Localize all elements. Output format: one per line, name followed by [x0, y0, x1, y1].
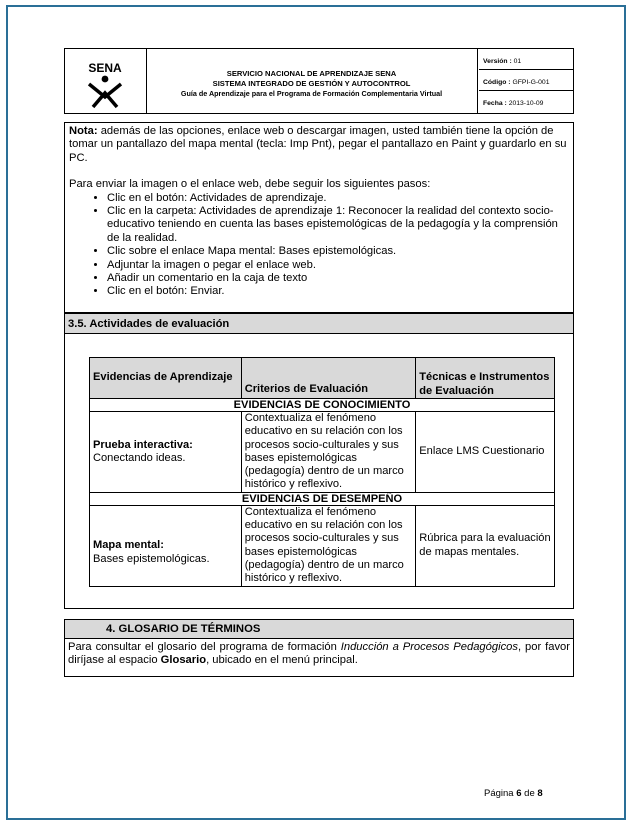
- evidence-desc: Conectando ideas.: [93, 451, 186, 464]
- step-item: • Clic en el botón: Enviar.: [107, 285, 569, 298]
- header-title: [146, 49, 478, 113]
- program-name: Inducción a Procesos Pedagógicos: [340, 641, 518, 653]
- header-meta: [479, 49, 574, 113]
- svg-text:SENA: SENA: [88, 61, 122, 75]
- glossary-space-name: Glosario: [160, 654, 207, 667]
- section-heading-evaluation: 3.5. Actividades de evaluación: [64, 313, 574, 334]
- evidence-title: Mapa mental:: [93, 539, 164, 552]
- criteria-cell: Contextualiza el fenómeno educativo en su relación con los procesos socio-culturales y sus bases epistemológicas (pedagogía) dentro de un marco histórico y reflexivo.: [241, 412, 416, 493]
- code-value: GFPI-G-001: [512, 79, 550, 86]
- note-text: además de las opciones, enlace web o descargar imagen, usted también tiene la opción de tomar un pantallazo del mapa mental (tecla: Imp Pnt), pegar el pantallazo en Paint y guardarlo en su PC.: [69, 125, 567, 164]
- page-number: Página 6 de 8: [484, 788, 543, 799]
- header-evidences: Evidencias de Aprendizaje: [90, 358, 242, 399]
- header-criteria: Criterios de Evaluación: [241, 358, 416, 399]
- step-item: • Clic en el botón: Actividades de aprendizaje.: [107, 192, 569, 205]
- criteria-cell: Contextualiza el fenómeno educativo en su relación con los procesos socio-culturales y sus bases epistemológicas (pedagogía) dentro de un marco histórico y reflexivo.: [241, 505, 416, 586]
- evidence-cell: [90, 505, 242, 586]
- header-line1: SERVICIO NACIONAL DE APRENDIZAJE SENA: [226, 69, 397, 78]
- band-performance: EVIDENCIAS DE DESEMPEÑO: [90, 492, 555, 505]
- document-header: [64, 48, 574, 114]
- technique-cell: Rúbrica para la evaluación de mapas mentales.: [416, 505, 555, 586]
- table-row: [90, 505, 555, 586]
- glossary-heading: 4. GLOSARIO DE TÉRMINOS: [64, 619, 574, 639]
- header-techniques: Técnicas e Instrumentos de Evaluación: [416, 358, 555, 399]
- step-item: • Clic sobre el enlace Mapa mental: Bases epistemológicas.: [107, 245, 569, 258]
- step-item: • Clic en la carpeta: Actividades de aprendizaje 1: Reconocer la realidad del contexto socio-educativo teniendo en cuenta las bases epistemológicas de la pedagogía y la comprensión de la realidad.: [107, 205, 569, 245]
- evidence-title: Prueba interactiva:: [93, 438, 193, 451]
- version-row: Versión : 01: [479, 49, 574, 70]
- glossary-text: Para consultar el glosario del programa de formación Inducción a Procesos Pedagógicos, por favor diríjase al espacio Glosario, ubicado en el menú principal.: [64, 639, 574, 677]
- date-value: 2013-10-09: [508, 100, 544, 107]
- table-header-row: [90, 358, 555, 399]
- date-row: Fecha : 2013-10-09: [483, 100, 544, 107]
- technique-cell: Enlace LMS Cuestionario: [416, 412, 555, 493]
- steps-list: [69, 192, 569, 299]
- evaluation-table: [89, 357, 555, 587]
- sena-logo: [65, 49, 147, 113]
- note-label: Nota:: [69, 125, 98, 137]
- steps-intro: Para enviar la imagen o el enlace web, debe seguir los siguientes pasos:: [69, 178, 431, 191]
- evidence-cell: [90, 412, 242, 493]
- step-item: • Adjuntar la imagen o pegar el enlace web.: [107, 259, 569, 272]
- header-line2: SISTEMA INTEGRADO DE GESTIÓN Y AUTOCONTROL: [212, 79, 411, 88]
- version-value: 01: [513, 58, 522, 65]
- code-row: Código : GFPI-G-001: [479, 70, 574, 91]
- band-knowledge: EVIDENCIAS DE CONOCIMIENTO: [90, 399, 555, 412]
- table-row: [90, 412, 555, 493]
- step-item: • Añadir un comentario en la caja de texto: [107, 272, 569, 285]
- header-line3: Guía de Aprendizaje para el Programa de Formación Complementaria Virtual: [180, 89, 443, 98]
- note-paragraph: [69, 125, 569, 165]
- note-box: [64, 122, 574, 313]
- evidence-desc: Bases epistemológicas.: [93, 552, 210, 565]
